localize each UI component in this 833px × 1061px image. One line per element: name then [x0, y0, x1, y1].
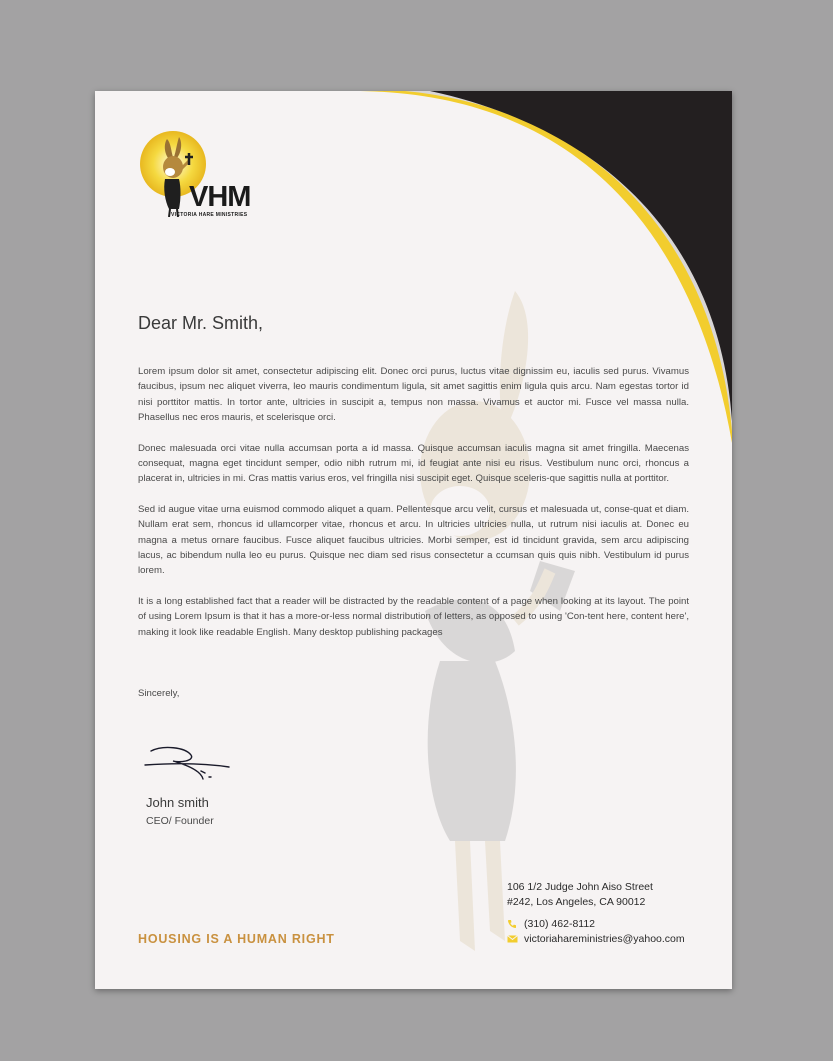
handwritten-signature [143, 743, 233, 783]
body-paragraph: It is a long established fact that a reader will be distracted by the readable content of a page when looking at its layout. The point of using Lorem Ipsum is that it has a more-or-less normal distribution of letters, as opposed to using 'Con-tent here, content here', making it look like readable English. Many desktop publishing packages [138, 595, 689, 638]
letterhead-page [95, 91, 732, 989]
body-paragraph: Donec malesuada orci vitae nulla accumsan porta a id massa. Quisque accumsan iaculis magna sit amet fringilla. Maecenas consequat, magna eget tincidunt semper, odio nibh rutrum mi, id feugiat ante nisi eu risus. Vestibulum nunc orci, rhoncus a placerat in, ultricies in mi. Cras mattis varius eros, vel fringilla nisi suscipit eget. Quisque sceleris-que sagittis nulla at porttitor. [138, 442, 689, 485]
phone-row [507, 917, 685, 932]
address-line-2: #242, Los Angeles, CA 90012 [507, 895, 646, 908]
letter-body [138, 364, 689, 655]
letter-closing: Sincerely, [138, 688, 180, 699]
slogan: HOUSING IS A HUMAN RIGHT [138, 932, 335, 946]
envelope-icon [507, 935, 519, 943]
phone-number: (310) 462-8112 [524, 918, 596, 931]
email-address[interactable]: victoriahareministries@yahoo.com [524, 932, 685, 945]
address-line-1: 106 1/2 Judge John Aiso Street [507, 881, 653, 893]
letter-greeting: Dear Mr. Smith, [138, 313, 264, 333]
address-block [507, 880, 653, 909]
email-row [507, 932, 685, 947]
signer-name: John smith [146, 795, 209, 810]
logo-subtitle: VICTORIA HARE MINISTRIES [171, 212, 248, 218]
signer-title: CEO/ Founder [146, 815, 214, 827]
logo-wordmark: VHM [189, 181, 251, 213]
phone-icon [507, 919, 519, 929]
contact-block [507, 917, 685, 946]
body-paragraph: Lorem ipsum dolor sit amet, consectetur adipiscing elit. Donec orci purus, luctus vitae dignissim eu, iaculis sed purus. Vivamus faucibus, ipsum nec aliquet viverra, leo mauris condimentum ligula, sit amet sagittis enim ligula quis arcu. Nam egestas tortor id nisi porttitor mattis. In tortor ante, ultricies in suscipit a, tempus non massa. Vivamus et auctor mi. Fusce vel massa nulla. Phasellus nec eros mauris, et scelerisque orci. [138, 366, 689, 424]
body-paragraph: Sed id augue vitae urna euismod commodo aliquet a quam. Pellentesque arcu velit, cursus et malesuada ut, conse-quat et diam. Nullam erat sem, rhoncus id ullamcorper vitae, rhoncus et arcu. In ultricies ultricies nulla, ut rutrum nisi iaculis at. Donec eu magna a metus ornare faucibus. Fusce aliquet faucibus ultricies. Morbi semper, est id tincidunt gravida, sem arcu adipiscing lacus, ac bibendum nulla leo eu purus. Quisque nec diam sed risus consectetur a ccumsan quis quis nibh. Vestibulum id purus lorem. [138, 503, 689, 577]
